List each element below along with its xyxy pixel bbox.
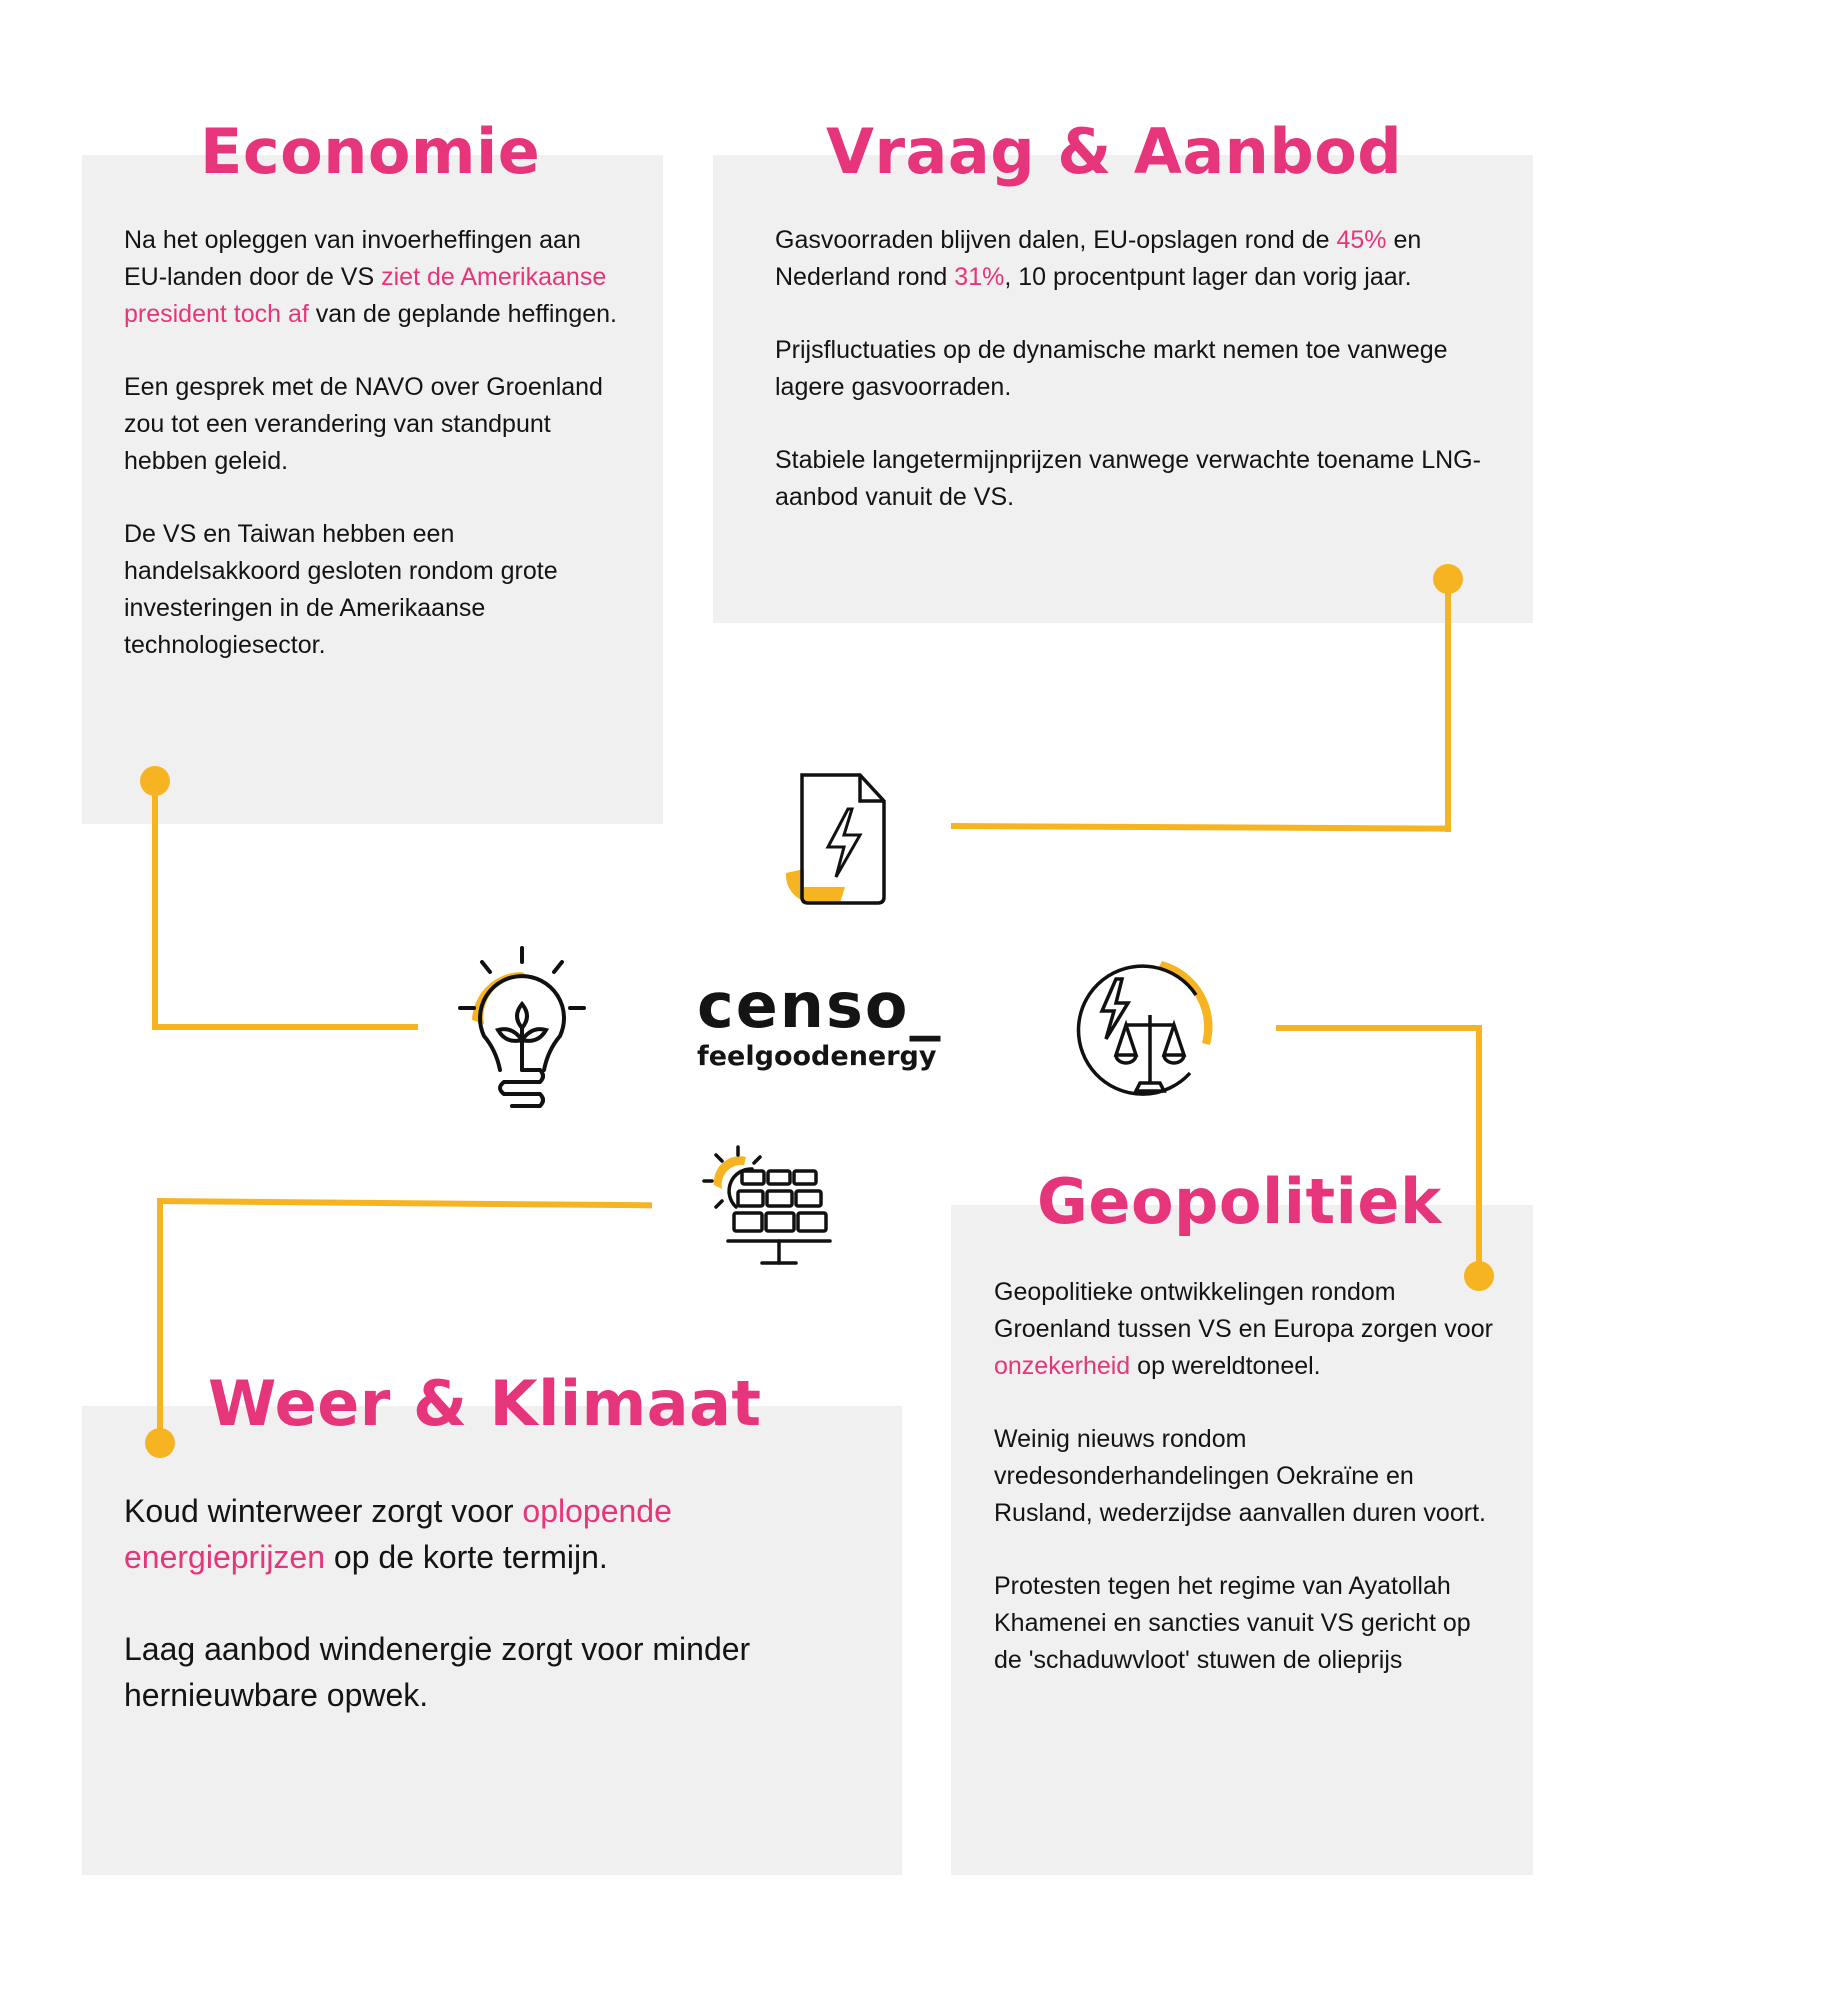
paragraph: Een gesprek met de NAVO over Groenland zou tot een verandering van standpunt hebben geleid. [124, 373, 603, 475]
paragraph [124, 1488, 874, 1580]
paragraph: Weinig nieuws rondom vredesonderhandelingen Oekraïne en Rusland, wederzijdse aanvallen duren voort. [994, 1425, 1486, 1527]
paragraph: Stabiele langetermijnprijzen vanwege verwachte toename LNG-aanbod vanuit de VS. [775, 446, 1481, 511]
connector-dot-geo [1464, 1261, 1494, 1291]
connector-dot-weer [145, 1428, 175, 1458]
text: en Nederland rond [775, 226, 1422, 291]
text: , 10 procentpunt lager dan vorig jaar. [1004, 263, 1412, 291]
connector-weer-v [157, 1198, 163, 1443]
paragraph: Protesten tegen het regime van Ayatollah Khamenei en sancties vanuit VS gericht op de 'schaduwvloot' stuwen de olieprijs [994, 1572, 1471, 1674]
text: Koud winterweer zorgt voor [124, 1493, 523, 1529]
highlight: onzekerheid [994, 1352, 1131, 1380]
text: Na het opleggen van invoerheffingen aan EU-landen door de VS [124, 226, 581, 291]
logo-wordmark: censo_ [697, 969, 943, 1042]
text: op de korte termijn. [325, 1539, 608, 1575]
censo-logo [697, 969, 943, 1072]
text: Gasvoorraden blijven dalen, EU-opslagen rond de [775, 226, 1337, 254]
connector-vraag-h [951, 823, 1451, 832]
connector-economie-h [152, 1024, 418, 1030]
connector-geo-v [1476, 1025, 1482, 1275]
text: van de geplande heffingen. [308, 300, 617, 328]
economie-text [124, 222, 624, 700]
vraag-aanbod-title: Vraag & Aanbod [826, 115, 1403, 188]
economie-title: Economie [200, 115, 541, 188]
logo-tagline: feelgoodenergy [697, 1041, 937, 1072]
paragraph: Laag aanbod windenergie zorgt voor minder hernieuwbare opwek. [124, 1631, 751, 1713]
paragraph [124, 222, 624, 333]
highlight: ziet de Amerikaanse president toch af [124, 263, 607, 328]
paragraph: De VS en Taiwan hebben een handelsakkoord gesloten rondom grote investeringen in de Amerikaanse technologiesector. [124, 520, 558, 659]
highlight: 31% [954, 263, 1005, 291]
connector-geo-h [1276, 1025, 1482, 1031]
paragraph: Prijsfluctuaties op de dynamische markt nemen toe vanwege lagere gasvoorraden. [775, 336, 1448, 401]
connector-vraag-v [1445, 579, 1451, 832]
text: op wereldtoneel. [1130, 1352, 1321, 1380]
geopolitiek-title: Geopolitiek [1037, 1165, 1442, 1238]
energy-scales-icon [1070, 955, 1225, 1100]
geopolitiek-text [994, 1274, 1504, 1715]
lightbulb-plant-icon [452, 940, 592, 1115]
highlight: 45% [1336, 226, 1387, 254]
solar-panel-icon [700, 1145, 835, 1275]
energy-document-icon [780, 765, 900, 915]
connector-weer-h [157, 1198, 652, 1208]
weer-klimaat-text [124, 1488, 874, 1764]
text: Geopolitieke ontwikkelingen rondom Groenland tussen VS en Europa zorgen voor [994, 1278, 1493, 1343]
vraag-aanbod-text [775, 222, 1485, 552]
highlight: oplopende energieprijzen [124, 1493, 672, 1575]
weer-klimaat-title: Weer & Klimaat [208, 1367, 762, 1440]
connector-economie-v [152, 781, 158, 1030]
paragraph [775, 222, 1485, 296]
paragraph [994, 1274, 1504, 1385]
